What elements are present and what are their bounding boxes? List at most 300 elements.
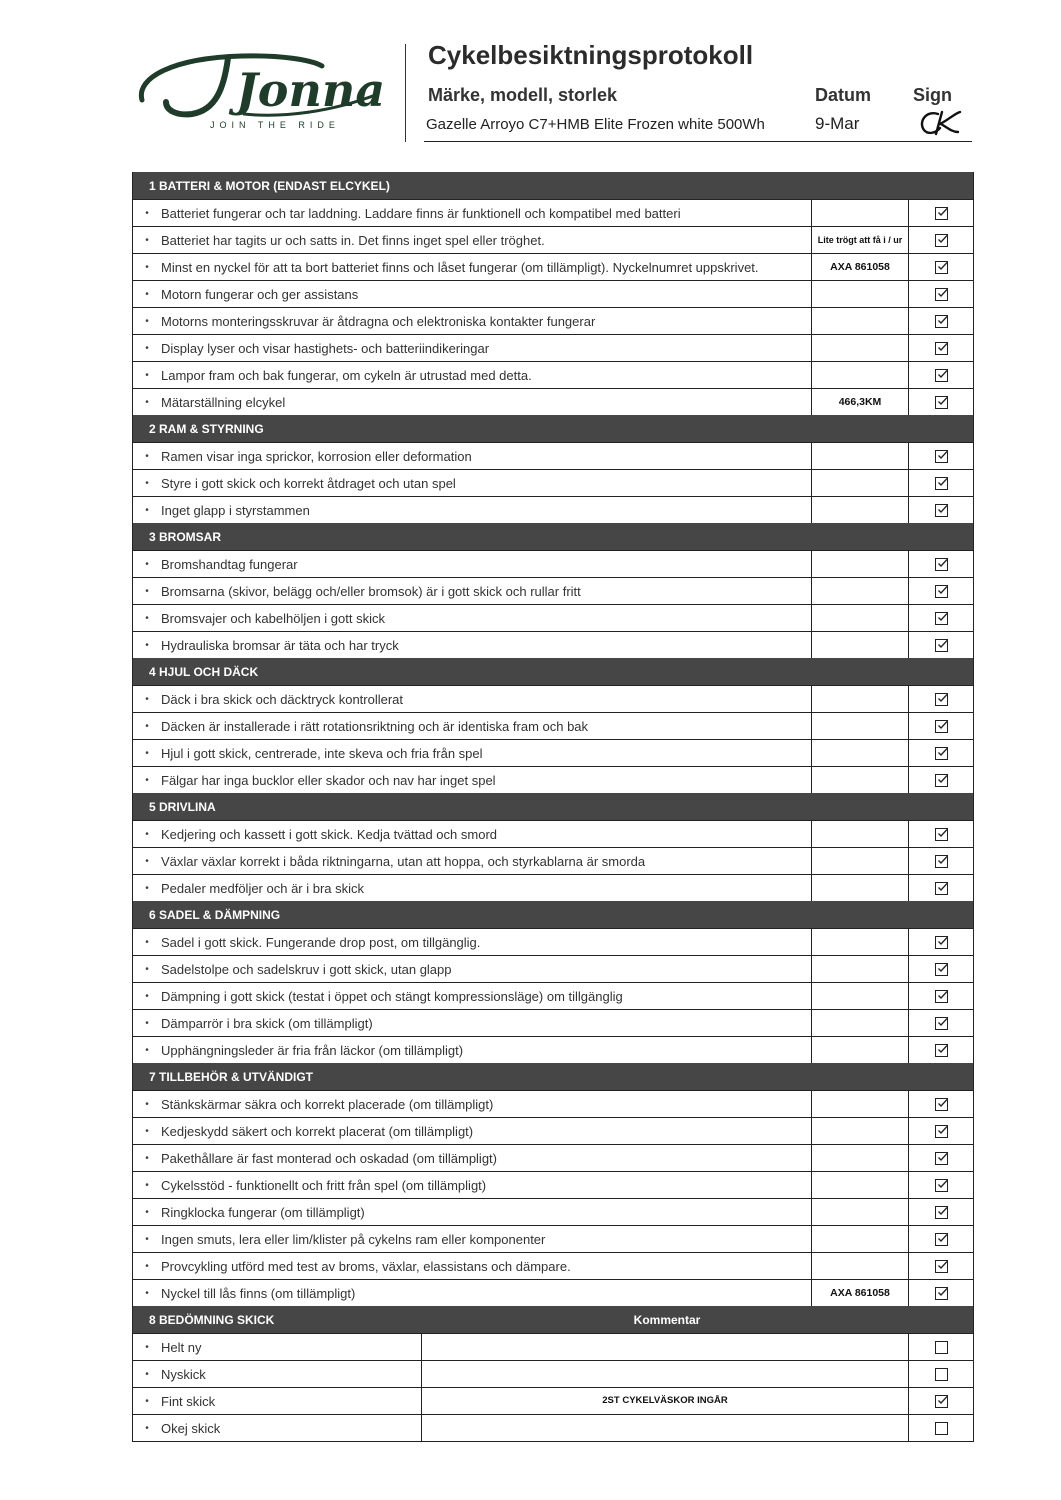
brand-wordmark: Jonna <box>236 63 384 117</box>
checkbox-icon[interactable] <box>935 828 948 841</box>
item-note <box>812 713 909 739</box>
bullet-icon: • <box>145 1179 149 1191</box>
check-cell <box>909 1037 973 1063</box>
bullet-icon: • <box>145 1152 149 1164</box>
item-cell <box>133 308 812 334</box>
check-cell <box>909 1118 973 1144</box>
item-cell <box>133 254 812 280</box>
item-note <box>812 956 909 982</box>
item-text: Fint skick <box>161 1393 216 1409</box>
item-note <box>812 1037 909 1063</box>
item-cell <box>133 1010 812 1036</box>
item-text: Bromsvajer och kabelhöljen i gott skick <box>161 610 385 626</box>
item-text: Nyskick <box>161 1366 206 1382</box>
checkbox-icon[interactable] <box>935 396 948 409</box>
item-text: Display lyser och visar hastighets- och batteriindikeringar <box>161 340 490 356</box>
checkbox-icon[interactable] <box>935 990 948 1003</box>
section-header <box>133 415 973 442</box>
checklist-row <box>133 739 973 766</box>
item-cell <box>133 443 812 469</box>
check-cell <box>909 1334 973 1360</box>
item-text: Sadelstolpe och sadelskruv i gott skick, utan glapp <box>161 961 452 977</box>
item-note <box>812 821 909 847</box>
check-cell <box>909 1010 973 1036</box>
section-title: 5 DRIVLINA <box>149 799 216 814</box>
checkbox-icon[interactable] <box>935 882 948 895</box>
check-cell <box>909 767 973 793</box>
header-divider <box>405 44 406 142</box>
check-cell <box>909 821 973 847</box>
item-note <box>812 1172 909 1198</box>
bullet-icon: • <box>145 882 149 894</box>
bullet-icon: • <box>145 747 149 759</box>
item-cell <box>133 1226 812 1252</box>
item-text: Mätarställning elcykel <box>161 394 286 410</box>
item-cell <box>133 1199 812 1225</box>
check-cell <box>909 1172 973 1198</box>
item-note <box>812 875 909 901</box>
item-text: Sadel i gott skick. Fungerande drop post, om tillgänglig. <box>161 934 481 950</box>
bullet-icon: • <box>145 1368 149 1380</box>
item-note <box>812 1118 909 1144</box>
signature <box>916 108 964 138</box>
check-cell <box>909 1415 973 1441</box>
bullet-icon: • <box>145 504 149 516</box>
checklist-row <box>133 280 973 307</box>
item-cell <box>133 200 812 226</box>
assessment-row <box>133 1360 973 1387</box>
item-cell <box>133 470 812 496</box>
inspection-table <box>132 172 974 1442</box>
checklist-row <box>133 1252 973 1279</box>
bullet-icon: • <box>145 963 149 975</box>
bullet-icon: • <box>145 369 149 381</box>
item-note <box>812 497 909 523</box>
bullet-icon: • <box>145 855 149 867</box>
date-label: Datum <box>815 85 872 105</box>
bullet-icon: • <box>145 396 149 408</box>
item-text: Dämparrör i bra skick (om tillämpligt) <box>161 1015 373 1031</box>
item-text: Upphängningsleder är fria från läckor (om tillämpligt) <box>161 1042 464 1058</box>
checklist-row <box>133 361 973 388</box>
checklist-row <box>133 955 973 982</box>
item-cell <box>133 875 812 901</box>
item-cell <box>133 227 812 253</box>
item-text: Motorn fungerar och ger assistans <box>161 286 359 302</box>
check-cell <box>909 1091 973 1117</box>
section-title: 6 SADEL & DÄMPNING <box>149 907 281 922</box>
item-note <box>812 740 909 766</box>
page-title: Cykelbesiktningsprotokoll <box>428 40 754 70</box>
item-text: Pakethållare är fast monterad och oskadad (om tillämpligt) <box>161 1150 497 1166</box>
bullet-icon: • <box>145 1125 149 1137</box>
item-text: Fälgar har inga bucklor eller skador och nav har inget spel <box>161 772 496 788</box>
check-cell <box>909 362 973 388</box>
item-cell <box>133 632 812 658</box>
check-cell <box>909 740 973 766</box>
checkbox-icon[interactable] <box>935 315 948 328</box>
section-title: 1 BATTERI & MOTOR (ENDAST ELCYKEL) <box>149 178 390 193</box>
item-cell <box>133 713 812 739</box>
item-note <box>812 1253 909 1279</box>
item-cell <box>133 281 812 307</box>
checkbox-icon[interactable] <box>935 1260 948 1273</box>
item-note <box>812 929 909 955</box>
item-text: Motorns monteringsskruvar är åtdragna och elektroniska kontakter fungerar <box>161 313 596 329</box>
bullet-icon: • <box>145 558 149 570</box>
checkbox-icon[interactable] <box>935 1017 948 1030</box>
check-cell <box>909 1199 973 1225</box>
checklist-row <box>133 1144 973 1171</box>
checkbox-icon[interactable] <box>935 1206 948 1219</box>
checklist-row <box>133 847 973 874</box>
item-text: Nyckel till lås finns (om tillämpligt) <box>161 1285 356 1301</box>
checklist-row <box>133 388 973 415</box>
checklist-row <box>133 1117 973 1144</box>
checklist-row <box>133 766 973 793</box>
model-value: Gazelle Arroyo C7+HMB Elite Frozen white 500Wh <box>426 116 765 133</box>
bullet-icon: • <box>145 450 149 462</box>
checklist-row <box>133 685 973 712</box>
checkbox-icon[interactable] <box>935 1368 948 1381</box>
item-note <box>812 578 909 604</box>
check-cell <box>909 1226 973 1252</box>
checkbox-icon[interactable] <box>935 234 948 247</box>
item-note <box>812 983 909 1009</box>
item-note <box>812 362 909 388</box>
item-text: Ramen visar inga sprickor, korrosion eller deformation <box>161 448 472 464</box>
bullet-icon: • <box>145 936 149 948</box>
checklist-row <box>133 1225 973 1252</box>
checkbox-icon[interactable] <box>935 1044 948 1057</box>
item-text: Stänkskärmar säkra och korrekt placerade (om tillämpligt) <box>161 1096 494 1112</box>
bullet-icon: • <box>145 1260 149 1272</box>
item-cell <box>133 956 812 982</box>
item-text: Inget glapp i styrstammen <box>161 502 310 518</box>
check-cell <box>909 686 973 712</box>
checkbox-icon[interactable] <box>935 1287 948 1300</box>
bullet-icon: • <box>145 639 149 651</box>
bullet-icon: • <box>145 1017 149 1029</box>
bullet-icon: • <box>145 1233 149 1245</box>
item-text: Hjul i gott skick, centrerade, inte skeva och fria från spel <box>161 745 483 761</box>
comment-cell[interactable] <box>422 1334 909 1360</box>
check-cell <box>909 956 973 982</box>
checklist-row <box>133 199 973 226</box>
checkbox-icon[interactable] <box>935 342 948 355</box>
section-header <box>133 523 973 550</box>
comment-header: Kommentar <box>633 1312 701 1327</box>
check-cell <box>909 200 973 226</box>
item-cell <box>133 551 812 577</box>
checkbox-icon[interactable] <box>935 369 948 382</box>
model-label: Märke, modell, storlek <box>428 85 618 105</box>
check-cell <box>909 497 973 523</box>
item-cell <box>133 929 812 955</box>
item-note <box>812 1145 909 1171</box>
item-text: Batteriet fungerar och tar laddning. Laddare finns är funktionell och kompatibel med batteri <box>161 205 681 221</box>
check-cell <box>909 578 973 604</box>
bullet-icon: • <box>145 612 149 624</box>
item-cell <box>133 821 812 847</box>
item-text: Okej skick <box>161 1420 221 1436</box>
item-text: Lampor fram och bak fungerar, om cykeln är utrustad med detta. <box>161 367 532 383</box>
item-note <box>812 335 909 361</box>
item-note: Lite trögt att få i / ur <box>812 227 909 253</box>
checklist-row <box>133 1036 973 1063</box>
bullet-icon: • <box>145 1422 149 1434</box>
item-cell <box>133 767 812 793</box>
item-note <box>812 1199 909 1225</box>
section-title: 2 RAM & STYRNING <box>149 421 264 436</box>
item-text: Kedjering och kassett i gott skick. Kedja tvättad och smord <box>161 826 498 842</box>
checklist-row <box>133 1171 973 1198</box>
item-text: Bromshandtag fungerar <box>161 556 298 572</box>
checklist-row <box>133 1090 973 1117</box>
bullet-icon: • <box>145 288 149 300</box>
item-cell <box>133 578 812 604</box>
item-cell <box>133 389 812 415</box>
checklist-row <box>133 550 973 577</box>
item-text: Kedjeskydd säkert och korrekt placerat (om tillämpligt) <box>161 1123 474 1139</box>
item-cell <box>133 848 812 874</box>
bullet-icon: • <box>145 1206 149 1218</box>
checkbox-icon[interactable] <box>935 639 948 652</box>
item-cell <box>133 1253 812 1279</box>
item-cell <box>133 497 812 523</box>
item-text: Styre i gott skick och korrekt åtdraget och utan spel <box>161 475 456 491</box>
checkbox-icon[interactable] <box>935 585 948 598</box>
bullet-icon: • <box>145 1287 149 1299</box>
check-cell <box>909 443 973 469</box>
checkbox-icon[interactable] <box>935 207 948 220</box>
checklist-row <box>133 253 973 280</box>
bullet-icon: • <box>145 315 149 327</box>
checkbox-icon[interactable] <box>935 1125 948 1138</box>
section-title: 3 BROMSAR <box>149 529 222 544</box>
item-text: Växlar växlar korrekt i båda riktningarna, utan att hoppa, och styrkablarna är smorda <box>161 853 646 869</box>
check-cell <box>909 713 973 739</box>
bullet-icon: • <box>145 828 149 840</box>
check-cell <box>909 1253 973 1279</box>
checkbox-icon[interactable] <box>935 1422 948 1435</box>
checklist-row <box>133 469 973 496</box>
checkbox-icon[interactable] <box>935 477 948 490</box>
item-note <box>812 470 909 496</box>
checkbox-icon[interactable] <box>935 1179 948 1192</box>
item-text: Minst en nyckel för att ta bort batteriet finns och låset fungerar (om tillämpligt). Nyckelnumret uppskrivet. <box>161 259 759 275</box>
item-text: Hydrauliska bromsar är täta och har tryck <box>161 637 399 653</box>
checklist-row <box>133 631 973 658</box>
checkbox-icon[interactable] <box>935 612 948 625</box>
header-underline <box>424 141 972 142</box>
check-cell <box>909 875 973 901</box>
item-text: Däcken är installerade i rätt rotationsriktning och är identiska fram och bak <box>161 718 589 734</box>
bullet-icon: • <box>145 1395 149 1407</box>
bullet-icon: • <box>145 1044 149 1056</box>
bullet-icon: • <box>145 234 149 246</box>
item-cell <box>133 1172 812 1198</box>
check-cell <box>909 1388 973 1414</box>
comment-cell[interactable]: 2ST CYKELVÄSKOR INGÅR <box>422 1388 909 1414</box>
item-cell <box>133 1361 422 1387</box>
item-cell <box>133 740 812 766</box>
checklist-row <box>133 820 973 847</box>
item-cell <box>133 1415 422 1441</box>
item-text: Provcykling utförd med test av broms, växlar, elassistans och dämpare. <box>161 1258 571 1274</box>
checklist-row <box>133 874 973 901</box>
checkbox-icon[interactable] <box>935 720 948 733</box>
item-cell <box>133 686 812 712</box>
bullet-icon: • <box>145 342 149 354</box>
check-cell <box>909 308 973 334</box>
checkbox-icon[interactable] <box>935 1152 948 1165</box>
assessment-row <box>133 1387 973 1414</box>
section-header <box>133 901 973 928</box>
item-cell <box>133 1280 812 1306</box>
checklist-row <box>133 982 973 1009</box>
checklist-row <box>133 307 973 334</box>
bullet-icon: • <box>145 693 149 705</box>
item-cell <box>133 1145 812 1171</box>
check-cell <box>909 335 973 361</box>
section-title: 7 TILLBEHÖR & UTVÄNDIGT <box>149 1069 313 1084</box>
check-cell <box>909 605 973 631</box>
checkbox-icon[interactable] <box>935 774 948 787</box>
brand-tagline: JOIN THE RIDE <box>210 120 340 130</box>
check-cell <box>909 254 973 280</box>
item-note: AXA 861058 <box>812 1280 909 1306</box>
item-note <box>812 767 909 793</box>
item-note <box>812 1091 909 1117</box>
checkbox-icon[interactable] <box>935 1341 948 1354</box>
item-text: Bromsarna (skivor, belägg och/eller bromsok) är i gott skick och rullar fritt <box>161 583 581 599</box>
item-cell <box>133 1037 812 1063</box>
item-cell <box>133 362 812 388</box>
item-text: Ingen smuts, lera eller lim/klister på cykelns ram eller komponenter <box>161 1231 546 1247</box>
item-cell <box>133 983 812 1009</box>
item-note <box>812 605 909 631</box>
date-value: 9-Mar <box>815 114 860 133</box>
checkbox-icon[interactable] <box>935 1395 948 1408</box>
item-note <box>812 848 909 874</box>
item-note <box>812 281 909 307</box>
check-cell <box>909 1361 973 1387</box>
checklist-row <box>133 712 973 739</box>
item-text: Cykelsstöd - funktionellt och fritt från spel (om tillämpligt) <box>161 1177 487 1193</box>
bullet-icon: • <box>145 720 149 732</box>
checkbox-icon[interactable] <box>935 747 948 760</box>
item-note <box>812 443 909 469</box>
item-cell <box>133 335 812 361</box>
checklist-row <box>133 604 973 631</box>
checkbox-icon[interactable] <box>935 963 948 976</box>
checklist-row <box>133 442 973 469</box>
bullet-icon: • <box>145 477 149 489</box>
item-note: AXA 861058 <box>812 254 909 280</box>
bullet-icon: • <box>145 585 149 597</box>
sign-label: Sign <box>913 85 952 105</box>
checklist-row <box>133 1009 973 1036</box>
item-note <box>812 551 909 577</box>
bullet-icon: • <box>145 774 149 786</box>
item-cell <box>133 1334 422 1360</box>
item-note <box>812 1010 909 1036</box>
item-note <box>812 200 909 226</box>
item-text: Dämpning i gott skick (testat i öppet och stängt kompressionsläge) om tillgänglig <box>161 988 623 1004</box>
checkbox-icon[interactable] <box>935 558 948 571</box>
check-cell <box>909 1280 973 1306</box>
checkbox-icon[interactable] <box>935 1233 948 1246</box>
item-note <box>812 686 909 712</box>
item-note <box>812 308 909 334</box>
comment-cell[interactable] <box>422 1415 909 1441</box>
check-cell <box>909 983 973 1009</box>
checkbox-icon[interactable] <box>935 936 948 949</box>
bullet-icon: • <box>145 1341 149 1353</box>
section-title: 8 BEDÖMNING SKICK <box>149 1312 275 1327</box>
checkbox-icon[interactable] <box>935 288 948 301</box>
check-cell <box>909 632 973 658</box>
item-note <box>812 632 909 658</box>
check-cell <box>909 929 973 955</box>
assessment-row <box>133 1333 973 1360</box>
checklist-row <box>133 1279 973 1306</box>
item-note <box>812 1226 909 1252</box>
section-header <box>133 172 973 199</box>
item-cell <box>133 1118 812 1144</box>
check-cell <box>909 848 973 874</box>
item-text: Batteriet har tagits ur och satts in. Det finns inget spel eller tröghet. <box>161 232 545 248</box>
checkbox-icon[interactable] <box>935 261 948 274</box>
item-note: 466,3KM <box>812 389 909 415</box>
item-cell <box>133 605 812 631</box>
section-header <box>133 1306 973 1333</box>
checkbox-icon[interactable] <box>935 450 948 463</box>
section-header <box>133 1063 973 1090</box>
check-cell <box>909 227 973 253</box>
item-cell <box>133 1388 422 1414</box>
checkbox-icon[interactable] <box>935 1098 948 1111</box>
checklist-row <box>133 1198 973 1225</box>
brand-logo <box>132 48 384 134</box>
checklist-row <box>133 928 973 955</box>
bullet-icon: • <box>145 207 149 219</box>
item-cell <box>133 1091 812 1117</box>
item-text: Helt ny <box>161 1339 202 1355</box>
comment-cell[interactable] <box>422 1361 909 1387</box>
checkbox-icon[interactable] <box>935 855 948 868</box>
checklist-row <box>133 577 973 604</box>
check-cell <box>909 389 973 415</box>
checklist-row <box>133 334 973 361</box>
check-cell <box>909 470 973 496</box>
checkbox-icon[interactable] <box>935 693 948 706</box>
bullet-icon: • <box>145 261 149 273</box>
bullet-icon: • <box>145 1098 149 1110</box>
bullet-icon: • <box>145 990 149 1002</box>
check-cell <box>909 1145 973 1171</box>
checklist-row <box>133 496 973 523</box>
check-cell <box>909 281 973 307</box>
item-text: Däck i bra skick och däcktryck kontrollerat <box>161 691 404 707</box>
checkbox-icon[interactable] <box>935 504 948 517</box>
checklist-row <box>133 226 973 253</box>
item-text: Pedaler medföljer och är i bra skick <box>161 880 365 896</box>
item-text: Ringklocka fungerar (om tillämpligt) <box>161 1204 365 1220</box>
check-cell <box>909 551 973 577</box>
section-header <box>133 793 973 820</box>
